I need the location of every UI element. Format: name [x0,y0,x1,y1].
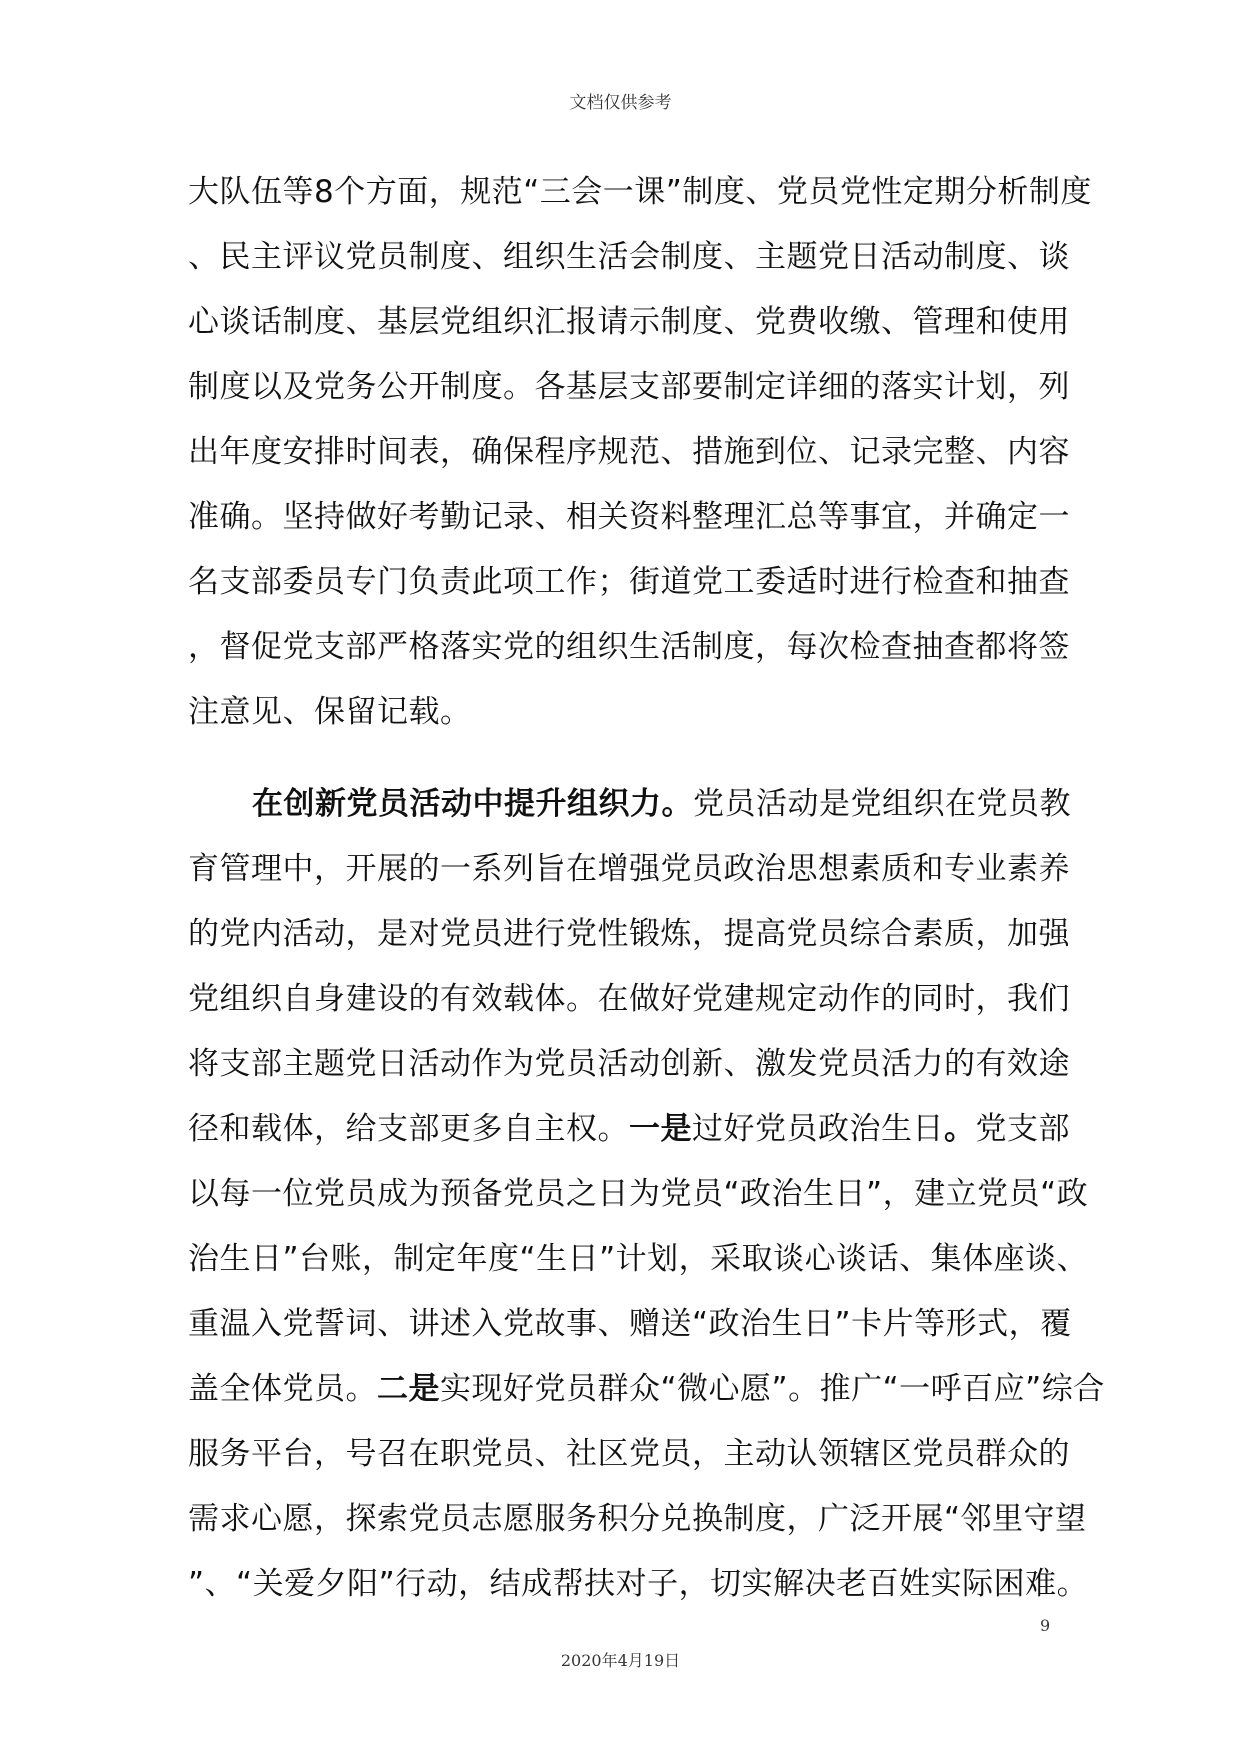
text-line: 治生日”台账，制定年度“生日”计划，采取谈心谈话、集体座谈、 [188,1241,1089,1277]
document-body [188,160,1105,1617]
text-line: ，督促党支部严格落实党的组织生活制度，每次检查抽查都将签 [188,629,1070,665]
page-number: 9 [1040,1616,1051,1635]
paragraph-gap [188,745,1068,772]
text-span: 实现好党员群众“微心愿”。推广“一呼百应”综合 [440,1371,1105,1407]
text-span: 径和载体，给支部更多自主权。 [188,1111,629,1147]
text-line: 准确。坚持做好考勤记录、相关资料整理汇总等事宜，并确定一 [188,499,1070,535]
text-line: 以每一位党员成为预备党员之日为党员“政治生日”，建立党员“政 [188,1176,1089,1212]
section-heading: 在创新党员活动中提升组织力。 [252,786,693,822]
bold-marker: 二是 [377,1371,440,1407]
text-line [188,1357,1105,1422]
bold-marker: 。 [944,1111,976,1147]
text-span: 盖全体党员。 [188,1371,377,1407]
text-line: 名支部委员专门负责此项工作；街道党工委适时进行检查和抽查 [188,564,1070,600]
text-line: 党组织自身建设的有效载体。在做好党建规定动作的同时，我们 [188,981,1070,1017]
paragraph-2 [188,772,1105,1617]
text-line: 注意见、保留记载。 [188,694,472,730]
bold-marker: 一是 [629,1111,692,1147]
header-note: 文档仅供参考 [569,93,672,113]
text-line: 需求心愿，探索党员志愿服务积分兑换制度，广泛开展“邻里守望 [188,1501,1087,1537]
text-line [188,1097,1068,1162]
text-line: 心谈话制度、基层党组织汇报请示制度、党费收缴、管理和使用 [188,304,1070,340]
paragraph-1 [188,160,1092,745]
text-span: 党支部 [975,1111,1070,1147]
text-line: 出年度安排时间表，确保程序规范、措施到位、记录完整、内容 [188,434,1070,470]
text-line: 制度以及党务公开制度。各基层支部要制定详细的落实计划，列 [188,369,1070,405]
text-line: 育管理中，开展的一系列旨在增强党员政治思想素质和专业素养 [188,851,1070,887]
footer-date: 2020年4月19日 [560,1651,681,1670]
text-line [188,772,1071,837]
text-line: 服务平台，号召在职党员、社区党员，主动认领辖区党员群众的 [188,1436,1070,1472]
text-span: 党员活动是党组织在党员教 [693,786,1071,822]
text-line: 、民主评议党员制度、组织生活会制度、主题党日活动制度、谈 [188,239,1070,275]
text-line: 大队伍等8个方面，规范“三会一课”制度、党员党性定期分析制度 [188,174,1092,210]
text-span: 过好党员政治生日 [692,1111,944,1147]
text-line: 将支部主题党日活动作为党员活动创新、激发党员活力的有效途 [188,1046,1070,1082]
text-line: ”、“关爱夕阳”行动，结成帮扶对子，切实解决老百姓实际困难。 [188,1566,1089,1602]
text-line: 的党内活动，是对党员进行党性锻炼，提高党员综合素质，加强 [188,916,1070,952]
text-line: 重温入党誓词、讲述入党故事、赠送“政治生日”卡片等形式，覆 [188,1306,1072,1342]
